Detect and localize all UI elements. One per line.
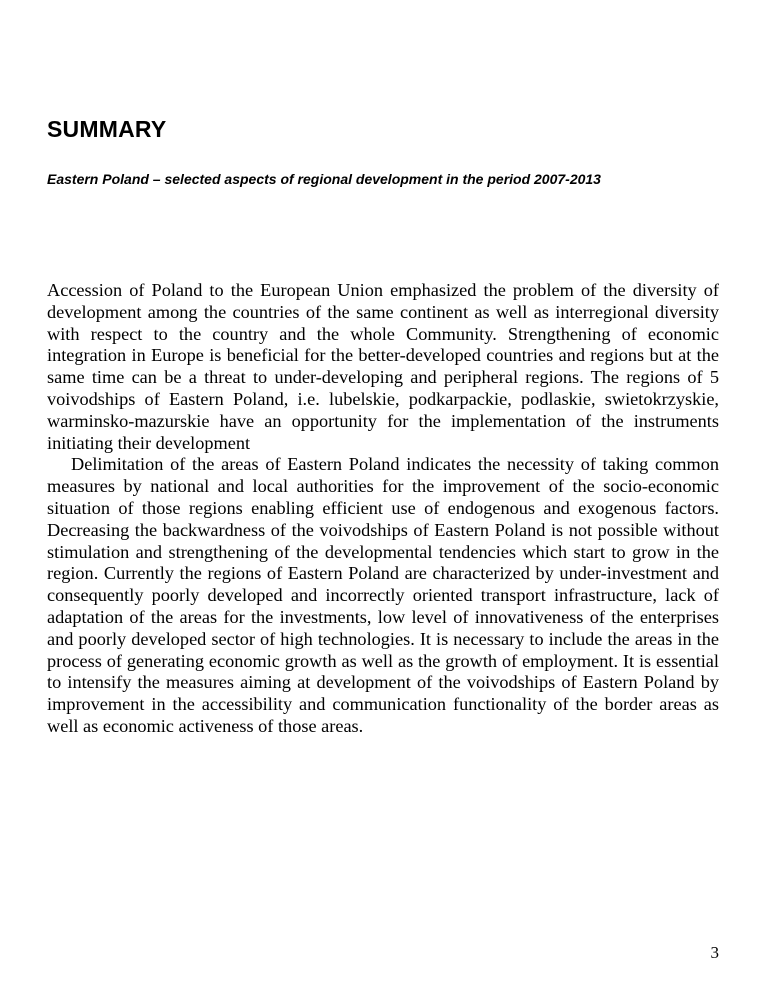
page-number: 3 xyxy=(710,943,719,962)
paragraph-2: Delimitation of the areas of Eastern Poland indicates the necessity of taking common measures by national and local authorities for the improvement of the socio-economic situation of those regions enabling efficient use of endogenous and exogenous factors. Decreasing the backwardness of the voivodships of Eastern Poland is not possible without stimulation and strengthening of the developmental tendencies which start to grow in the region. Currently the regions of Eastern Poland are characterized by under-investment and consequently poorly developed and incorrectly oriented transport infrastructure, lack of adaptation of the areas for the investments, low level of innovativeness of the enterprises and poorly developed sector of high technologies. It is necessary to include the areas in the process of generating economic growth as well as the growth of employment. It is essential to intensify the measures aiming at development of the voivodships of Eastern Poland by improvement in the accessibility and communication functionality of the border areas as well as economic activeness of those areas. xyxy=(47,454,719,736)
section-heading: SUMMARY xyxy=(47,116,167,142)
summary-body xyxy=(47,280,719,738)
section-subtitle: Eastern Poland – selected aspects of regional development in the period 2007-2013 xyxy=(47,171,601,187)
paragraph-1: Accession of Poland to the European Union emphasized the problem of the diversity of development among the countries of the same continent as well as interregional diversity with respect to the country and the whole Community. Strengthening of economic integration in Europe is beneficial for the better-developed countries and regions but at the same time can be a threat to under-developing and peripheral regions. The regions of 5 voivodships of Eastern Poland, i.e. lubelskie, podkarpackie, podlaskie, swietokrzyskie, warminsko-mazurskie have an opportunity for the implementation of the instruments initiating their development xyxy=(47,280,719,453)
